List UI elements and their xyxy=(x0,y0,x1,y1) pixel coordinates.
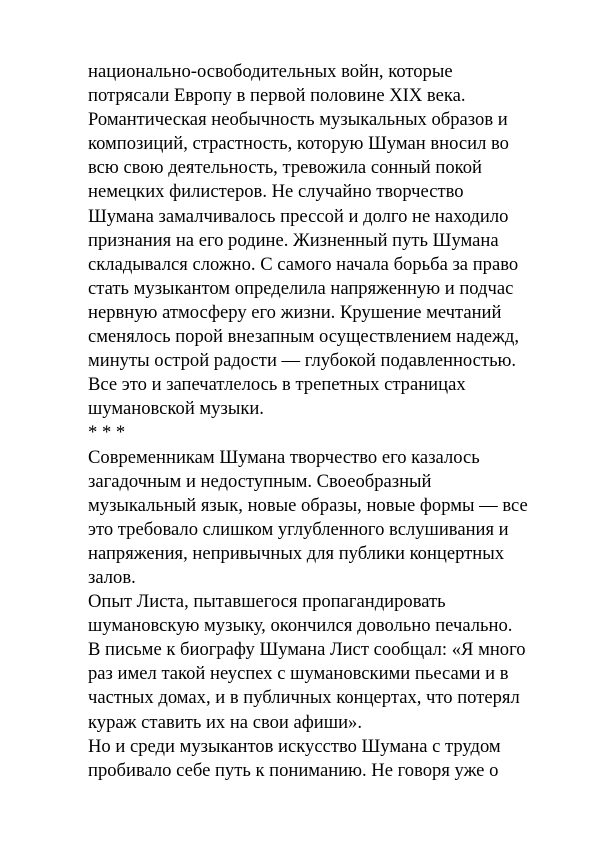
text-line: кураж ставить их на свои афиши». xyxy=(88,711,362,733)
text-line: частных домах, и в публичных концертах, что потерял xyxy=(88,687,520,709)
text-line: Романтическая необычность музыкальных образов и xyxy=(88,109,508,131)
text-line: всю свою деятельность, тревожила сонный покой xyxy=(88,157,482,179)
text-line: Опыт Листа, пытавшегося пропагандировать xyxy=(88,591,446,613)
text-line: нервную атмосферу его жизни. Крушение мечтаний xyxy=(88,301,502,323)
text-line: залов. xyxy=(88,566,136,588)
text-line: раз имел такой неуспех с шумановскими пьесами и в xyxy=(88,663,509,685)
text-line: признания на его родине. Жизненный путь Шумана xyxy=(88,229,499,251)
text-line: Современникам Шумана творчество его казалось xyxy=(88,446,480,468)
body-text xyxy=(88,60,568,783)
text-line: музыкальный язык, новые образы, новые формы — все xyxy=(88,494,528,516)
text-line: потрясали Европу в первой половине XIX века. xyxy=(88,85,466,107)
text-line: композиций, страстность, которую Шуман вносил во xyxy=(88,133,509,155)
text-line: Шумана замалчивалось прессой и долго не находило xyxy=(88,205,509,227)
text-line: В письме к биографу Шумана Лист сообщал: «Я много xyxy=(88,639,526,661)
text-line: шумановскую музыку, окончился довольно печально. xyxy=(88,615,513,637)
text-line: Но и среди музыкантов искусство Шумана с трудом xyxy=(88,735,501,757)
text-line: стать музыкантом определила напряженную и подчас xyxy=(88,277,514,299)
text-line: минуты острой радости — глубокой подавленностью. xyxy=(88,350,517,372)
text-line: немецких филистеров. Не случайно творчество xyxy=(88,181,464,203)
text-line: это требовало слишком углубленного вслушивания и xyxy=(88,518,509,540)
text-line: шумановской музыки. xyxy=(88,398,264,420)
text-line: пробивало себе путь к пониманию. Не говоря уже о xyxy=(88,759,499,781)
text-line: складывался сложно. С самого начала борьба за право xyxy=(88,253,519,275)
text-line: Все это и запечатлелось в трепетных страницах xyxy=(88,374,466,396)
text-line: загадочным и недоступным. Своеобразный xyxy=(88,470,432,492)
text-line: национально-освободительных войн, которые xyxy=(88,61,453,82)
section-separator: * * * xyxy=(88,422,126,444)
text-line: напряжения, непривычных для публики концертных xyxy=(88,542,505,564)
text-line: сменялось порой внезапным осуществлением надежд, xyxy=(88,326,519,348)
